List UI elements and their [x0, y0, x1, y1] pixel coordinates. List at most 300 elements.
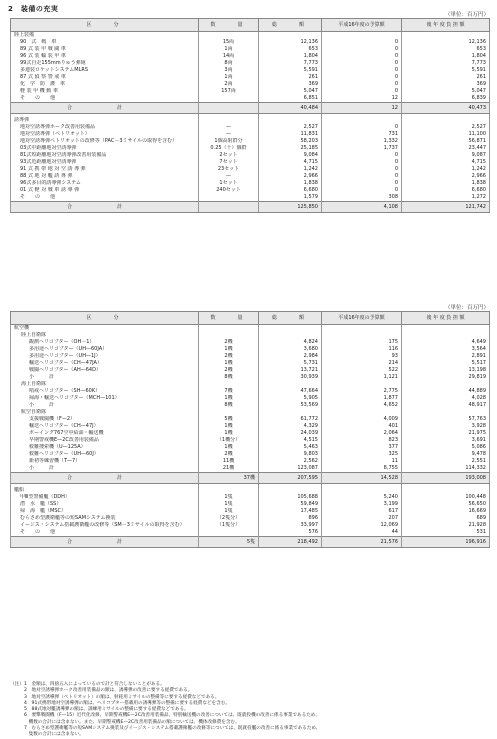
cell-fy16-budget: 0	[322, 39, 402, 46]
cell-fy16-budget: 308	[322, 194, 402, 202]
table-header-row	[11, 312, 490, 325]
table-row	[11, 388, 490, 395]
cell-future-burden: 1,804	[402, 53, 490, 60]
cell-fy16-budget: 93	[322, 353, 402, 360]
cell-category: 小 計	[11, 402, 199, 409]
cell-future-burden	[402, 409, 490, 416]
cell-fy16-budget	[322, 487, 402, 494]
cell-quantity: 37機	[199, 473, 259, 484]
cell-future-burden: 13,198	[402, 367, 490, 374]
note-item: 機数の合計には含まない。また、早期警戒機E—2C改善用装備品の額については、機体改修費を含む。	[24, 719, 240, 725]
table-row	[11, 367, 490, 374]
cell-quantity	[199, 32, 259, 40]
cell-category: 軽 装 甲 機 動 車	[11, 88, 199, 95]
table-row	[11, 46, 490, 53]
cell-total	[259, 32, 322, 40]
cell-quantity: 8機	[199, 402, 259, 409]
cell-total: 9,084	[259, 152, 322, 159]
cell-fy16-budget: 617	[322, 508, 402, 515]
cell-quantity: 2機	[199, 339, 259, 346]
cell-quantity: —	[199, 124, 259, 131]
cell-fy16-budget: 325	[322, 451, 402, 458]
cell-category: むらさめ型護衛艦等の短SAMシステム換装	[11, 515, 199, 522]
cell-category: そ の 他	[11, 194, 199, 202]
table-row	[11, 131, 490, 138]
header-future-burden: 後 年 度 負 担 額	[402, 312, 490, 325]
cell-future-burden: 653	[402, 46, 490, 53]
cell-category: 87 式 偵 察 警 戒 車	[11, 74, 199, 81]
cell-category: 輸送ヘリコプター（CH—47JA）	[11, 360, 199, 367]
cell-fy16-budget: 3,199	[322, 501, 402, 508]
table-row	[11, 180, 490, 187]
cell-total: 47,664	[259, 388, 322, 395]
cell-total: 105,688	[259, 494, 322, 501]
cell-total	[259, 325, 322, 333]
cell-total: 12,136	[259, 39, 322, 46]
table-row	[11, 508, 490, 515]
note-item: 5 88式地対艦誘導弾の額は、訓練用ミサイルの整備に要する経費などである。	[24, 707, 189, 713]
table-row	[11, 465, 490, 473]
cell-category: 81式短距離地対空誘導弾改善用装備品	[11, 152, 199, 159]
cell-fy16-budget: 1,737	[322, 145, 402, 152]
cell-category: 潜 水 艦（SS）	[11, 501, 199, 508]
header-fy16-budget: 平成16年度の予算額	[322, 19, 402, 32]
cell-total	[259, 487, 322, 494]
cell-category: 地対空誘導弾ペトリオットの改修等（PAC－3ミサイルの取得を含む）	[11, 138, 199, 145]
cell-category: ボーイング767空中給油・輸送機	[11, 430, 199, 437]
cell-fy16-budget: 8,755	[322, 465, 402, 473]
cell-quantity	[199, 194, 259, 202]
cell-quantity: 8両	[199, 60, 259, 67]
cell-category: 観測ヘリコプター（OH－1）	[11, 339, 199, 346]
cell-future-burden: 3,691	[402, 437, 490, 444]
unit-label: （単位：百万円）	[444, 12, 489, 18]
cell-fy16-budget: 44	[322, 529, 402, 537]
cell-total: 53,569	[259, 402, 322, 409]
cell-fy16-budget: 0	[322, 74, 402, 81]
cell-fy16-budget: 11	[322, 458, 402, 465]
table-row	[11, 501, 490, 508]
cell-quantity: 1両	[199, 46, 259, 53]
table-row	[11, 458, 490, 465]
table-row	[11, 124, 490, 131]
cell-future-burden: 3,564	[402, 346, 490, 353]
cell-future-burden: 261	[402, 74, 490, 81]
cell-quantity: 1機	[199, 346, 259, 353]
table-row	[11, 39, 490, 46]
table-row	[11, 409, 490, 416]
cell-fy16-budget	[322, 325, 402, 333]
cell-future-burden: 21,975	[402, 430, 490, 437]
cell-quantity	[199, 332, 259, 339]
cell-category: 哨戒ヘリコプター（SH—60K）	[11, 388, 199, 395]
cell-future-burden: 29,819	[402, 374, 490, 381]
cell-category: 海上自衛隊	[11, 381, 199, 388]
equipment-table-aircraft-ships	[10, 311, 490, 548]
cell-quantity: 8機	[199, 374, 259, 381]
equipment-table-ground	[10, 18, 490, 213]
notes-section	[10, 682, 490, 739]
note-item: 1 金額は、四捨五入によっているので計と符合しないことがある。	[24, 682, 165, 687]
cell-category: 多用途ヘリコプター（UH—1J）	[11, 353, 199, 360]
table-row	[11, 423, 490, 430]
table-row	[11, 187, 490, 194]
header-category: 区 分	[11, 312, 199, 325]
cell-category: そ の 他	[11, 529, 199, 537]
cell-future-burden: 4,715	[402, 159, 490, 166]
cell-category: 91 式 携 帯 地 対 空 誘 導 弾	[11, 166, 199, 173]
cell-future-burden: 56,650	[402, 501, 490, 508]
table-row	[11, 88, 490, 95]
cell-total: 2,984	[259, 353, 322, 360]
cell-total: 125,850	[259, 202, 322, 213]
cell-future-burden: 4,649	[402, 339, 490, 346]
cell-total: 218,492	[259, 537, 322, 548]
cell-category: 航空自衛隊	[11, 409, 199, 416]
cell-future-burden	[402, 32, 490, 40]
cell-quantity: 1機	[199, 444, 259, 451]
cell-future-burden: 4,028	[402, 395, 490, 402]
cell-total: 5,463	[259, 444, 322, 451]
cell-quantity: 1機	[199, 360, 259, 367]
cell-total: 30,939	[259, 374, 322, 381]
cell-total: 25,185	[259, 145, 322, 152]
table-row	[11, 74, 490, 81]
cell-category: 合 計	[11, 202, 199, 213]
cell-future-burden: 196,916	[402, 537, 490, 548]
table-row	[11, 145, 490, 152]
cell-total: 33,997	[259, 522, 322, 529]
cell-category: 化 学 防 護 車	[11, 81, 199, 88]
cell-fy16-budget: 0	[322, 53, 402, 60]
note-item: 6 要撃戦闘機（F—15）近代化改修、早期警戒機E—2C改善用装備品、特別輸送機の改善については、既就役機の改善に係る事業であるため、	[24, 713, 320, 719]
cell-category: 艦船	[11, 487, 199, 494]
cell-future-burden: 5,591	[402, 67, 490, 74]
cell-quantity: 2セット	[199, 152, 259, 159]
table-row	[11, 515, 490, 522]
table-row	[11, 381, 490, 388]
cell-future-burden: 57,763	[402, 416, 490, 423]
cell-future-burden: 2,527	[402, 124, 490, 131]
table-row	[11, 353, 490, 360]
cell-quantity: 1機	[199, 423, 259, 430]
table-row	[11, 67, 490, 74]
cell-future-burden: 121,742	[402, 202, 490, 213]
note-item: 2 地対空誘導弾ホーク改善用装備品の額は、誘導弾の改善に要する経費である。	[24, 688, 193, 694]
cell-future-burden	[402, 325, 490, 333]
header-category: 区 分	[11, 19, 199, 32]
cell-quantity	[199, 529, 259, 537]
cell-quantity: 7機	[199, 388, 259, 395]
cell-category: 地対空誘導弾（ペトリオット）	[11, 131, 199, 138]
cell-future-burden: 114,332	[402, 465, 490, 473]
cell-total: 576	[259, 529, 322, 537]
table-header-row	[11, 19, 490, 32]
cell-category: 96 式 装 輪 装 甲 車	[11, 53, 199, 60]
cell-total: 896	[259, 515, 322, 522]
table-row	[11, 360, 490, 367]
cell-total: 653	[259, 46, 322, 53]
cell-quantity: 3両	[199, 67, 259, 74]
cell-future-burden: 1,838	[402, 180, 490, 187]
cell-fy16-budget: 1,332	[322, 138, 402, 145]
cell-fy16-budget	[322, 332, 402, 339]
cell-quantity: 1隻	[199, 494, 259, 501]
cell-future-burden: 2,551	[402, 458, 490, 465]
cell-total: 5,731	[259, 360, 322, 367]
cell-quantity: （1機分）	[199, 437, 259, 444]
cell-fy16-budget: 731	[322, 131, 402, 138]
cell-category: 多用途ヘリコプター（UH—60JA）	[11, 346, 199, 353]
cell-category: 誘導弾	[11, 117, 199, 124]
cell-fy16-budget: 12,069	[322, 522, 402, 529]
cell-total: 1,242	[259, 166, 322, 173]
table-row	[11, 374, 490, 381]
table-row	[11, 81, 490, 88]
header-total: 総 額	[259, 19, 322, 32]
cell-total: 58,203	[259, 138, 322, 145]
cell-fy16-budget: 4,652	[322, 402, 402, 409]
cell-fy16-budget: 401	[322, 423, 402, 430]
table-row	[11, 339, 490, 346]
notes-label: （注）	[10, 682, 24, 687]
cell-future-burden: 193,008	[402, 473, 490, 484]
cell-fy16-budget: 14,528	[322, 473, 402, 484]
cell-total: 1,804	[259, 53, 322, 60]
table-row	[11, 529, 490, 537]
cell-total: 40,484	[259, 103, 322, 114]
table-row	[11, 325, 490, 333]
header-fy16-budget: 平成16年度の予算額	[322, 312, 402, 325]
cell-total: 24,039	[259, 430, 322, 437]
cell-quantity: —	[199, 173, 259, 180]
cell-quantity: 240セット	[199, 187, 259, 194]
note-item: 7 むらさめ型護衛艦等の短SAMシステム換装及びイージス・システム搭載護衛艦の改修等については、既就役艦の改善に係る事業であるため、	[24, 726, 321, 732]
table-row	[11, 53, 490, 60]
table-row	[11, 395, 490, 402]
cell-future-burden: 369	[402, 81, 490, 88]
cell-total: 2,966	[259, 173, 322, 180]
cell-category: 合 計	[11, 103, 199, 114]
table-row	[11, 416, 490, 423]
cell-category: 合 計	[11, 537, 199, 548]
cell-future-burden: 9,478	[402, 451, 490, 458]
cell-quantity: 23セット	[199, 166, 259, 173]
cell-future-burden: 2,966	[402, 173, 490, 180]
cell-fy16-budget: 0	[322, 173, 402, 180]
cell-fy16-budget: 0	[322, 81, 402, 88]
cell-category: 輸送ヘリコプター（CH—47J）	[11, 423, 199, 430]
cell-future-burden	[402, 487, 490, 494]
cell-future-burden: 7,773	[402, 60, 490, 67]
cell-fy16-budget	[322, 117, 402, 124]
cell-total: 1,579	[259, 194, 322, 202]
cell-total: 369	[259, 81, 322, 88]
cell-total: 6,851	[259, 95, 322, 103]
cell-total: 3,680	[259, 346, 322, 353]
table-row	[11, 60, 490, 67]
cell-quantity: 2機	[199, 353, 259, 360]
cell-fy16-budget: 1,877	[322, 395, 402, 402]
cell-quantity	[199, 103, 259, 114]
cell-quantity: 7セット	[199, 159, 259, 166]
cell-future-burden: 12,136	[402, 39, 490, 46]
cell-fy16-budget	[322, 409, 402, 416]
note-item: 4 91式携帯地対空誘導弾の額は、ヘリコプター搭載用の誘導弾等の整備に要する経費などを含む。	[24, 700, 230, 706]
cell-category: 90 式 戦 車	[11, 39, 199, 46]
cell-total: 11,831	[259, 131, 322, 138]
cell-quantity	[199, 409, 259, 416]
cell-fy16-budget	[322, 381, 402, 388]
cell-category: 88 式 地 対 艦 誘 導 弾	[11, 173, 199, 180]
cell-category: 支援戦闘機（F—2）	[11, 416, 199, 423]
cell-fy16-budget: 5,240	[322, 494, 402, 501]
cell-quantity: 11機	[199, 458, 259, 465]
cell-category: 掃 海 艦（MSC）	[11, 508, 199, 515]
cell-fy16-budget: 2,775	[322, 388, 402, 395]
cell-category: 陸上装備	[11, 32, 199, 40]
table-row	[11, 95, 490, 103]
cell-category: 救難ヘリコプター（UH—60J）	[11, 451, 199, 458]
table-row	[11, 522, 490, 529]
cell-quantity	[199, 325, 259, 333]
cell-fy16-budget: 0	[322, 88, 402, 95]
cell-future-burden	[402, 332, 490, 339]
cell-quantity	[199, 117, 259, 124]
table-row	[11, 494, 490, 501]
cell-quantity	[199, 487, 259, 494]
cell-fy16-budget: 0	[322, 67, 402, 74]
cell-total: 123,087	[259, 465, 322, 473]
cell-future-burden: 16,669	[402, 508, 490, 515]
unit-label-2: （単位：百万円）	[444, 305, 489, 311]
cell-category: 合 計	[11, 473, 199, 484]
cell-total: 59,849	[259, 501, 322, 508]
table-row	[11, 402, 490, 409]
cell-total: 4,329	[259, 423, 322, 430]
cell-category: 陸上自衛隊	[11, 332, 199, 339]
cell-category: 新初等練習機（T—7）	[11, 458, 199, 465]
cell-total: 2,527	[259, 124, 322, 131]
table-row	[11, 173, 490, 180]
cell-category: 早期警戒機E—2C改善用装備品	[11, 437, 199, 444]
cell-quantity: 1機	[199, 395, 259, 402]
cell-total: 13,721	[259, 367, 322, 374]
cell-quantity	[199, 202, 259, 213]
cell-fy16-budget: 207	[322, 515, 402, 522]
cell-future-burden: 5,517	[402, 360, 490, 367]
cell-quantity: 0.25（十）個群	[199, 145, 259, 152]
cell-category: 小 計	[11, 465, 199, 473]
cell-future-burden: 3,928	[402, 423, 490, 430]
header-quantity: 数 量	[199, 312, 259, 325]
cell-quantity: 1個高射群分	[199, 138, 259, 145]
cell-fy16-budget: 0	[322, 124, 402, 131]
cell-future-burden: 1,242	[402, 166, 490, 173]
cell-quantity: —	[199, 131, 259, 138]
cell-quantity: 15両	[199, 39, 259, 46]
cell-quantity: 157両	[199, 88, 259, 95]
cell-total: 17,485	[259, 508, 322, 515]
cell-category: 93式近距離地対空誘導弾	[11, 159, 199, 166]
cell-total: 4,824	[259, 339, 322, 346]
cell-future-burden: 48,917	[402, 402, 490, 409]
cell-quantity: 1隻	[199, 501, 259, 508]
total-row	[11, 473, 490, 484]
cell-future-burden: 11,100	[402, 131, 490, 138]
table-row	[11, 430, 490, 437]
cell-total: 1,838	[259, 180, 322, 187]
cell-total: 5,905	[259, 395, 322, 402]
cell-quantity: 2機	[199, 451, 259, 458]
cell-future-burden: 6,839	[402, 95, 490, 103]
cell-total: 5,591	[259, 67, 322, 74]
cell-fy16-budget: 0	[322, 180, 402, 187]
cell-future-burden: 5,047	[402, 88, 490, 95]
total-row	[11, 202, 490, 213]
cell-quantity: 1機	[199, 430, 259, 437]
cell-quantity: 2両	[199, 81, 259, 88]
cell-future-burden: 9,087	[402, 152, 490, 159]
table-row	[11, 152, 490, 159]
cell-fy16-budget: 175	[322, 339, 402, 346]
cell-fy16-budget: 4,009	[322, 416, 402, 423]
cell-total: 2,562	[259, 458, 322, 465]
page-title: 2 装備の充実	[8, 5, 59, 13]
cell-quantity	[199, 381, 259, 388]
cell-total	[259, 332, 322, 339]
cell-fy16-budget: 1,121	[322, 374, 402, 381]
cell-total	[259, 117, 322, 124]
total-row	[11, 537, 490, 548]
cell-category: 航空機	[11, 325, 199, 333]
cell-quantity: 2機	[199, 367, 259, 374]
cell-fy16-budget: 0	[322, 187, 402, 194]
table-row	[11, 194, 490, 202]
header-quantity: 数 量	[199, 19, 259, 32]
cell-total	[259, 381, 322, 388]
table-row	[11, 159, 490, 166]
cell-fy16-budget: 2,064	[322, 430, 402, 437]
table-row	[11, 487, 490, 494]
cell-total: 61,772	[259, 416, 322, 423]
cell-future-burden: 21,928	[402, 522, 490, 529]
cell-total: 261	[259, 74, 322, 81]
cell-fy16-budget: 0	[322, 159, 402, 166]
cell-fy16-budget: 522	[322, 367, 402, 374]
cell-category: 99式自走155mmりゅう弾砲	[11, 60, 199, 67]
cell-future-burden: 531	[402, 529, 490, 537]
cell-quantity: 21機	[199, 465, 259, 473]
cell-future-burden: 5,086	[402, 444, 490, 451]
cell-fy16-budget: 4,108	[322, 202, 402, 213]
cell-fy16-budget: 0	[322, 152, 402, 159]
cell-future-burden	[402, 117, 490, 124]
cell-total: 4,515	[259, 437, 322, 444]
cell-category: そ の 他	[11, 95, 199, 103]
table-row	[11, 437, 490, 444]
cell-fy16-budget: 377	[322, 444, 402, 451]
cell-quantity: 1両	[199, 74, 259, 81]
cell-total: 9,803	[259, 451, 322, 458]
cell-future-burden	[402, 381, 490, 388]
cell-future-burden: 56,871	[402, 138, 490, 145]
cell-quantity: （2隻分）	[199, 515, 259, 522]
table-row	[11, 166, 490, 173]
cell-category: 地対空誘導弾ホーク改善用装備品	[11, 124, 199, 131]
cell-quantity: （1隻分）	[199, 522, 259, 529]
cell-total	[259, 409, 322, 416]
